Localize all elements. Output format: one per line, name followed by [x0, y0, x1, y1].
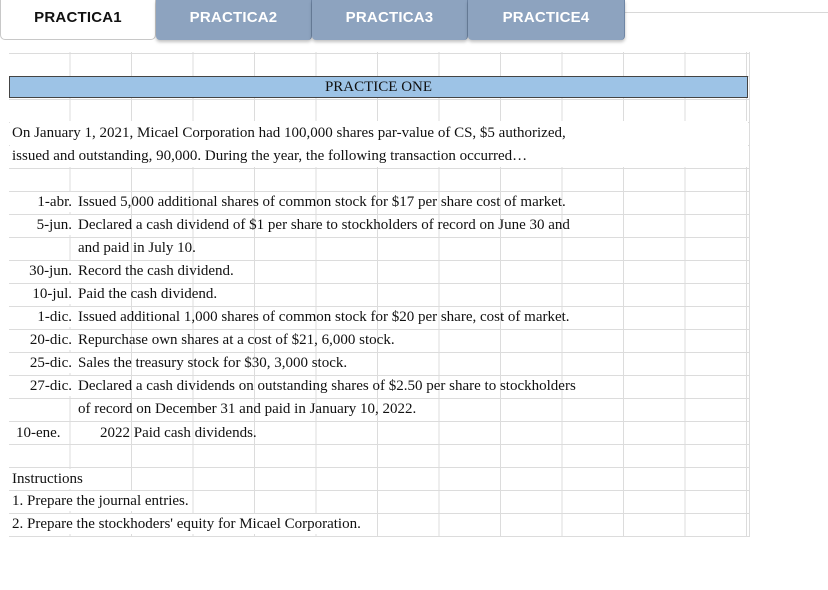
instruction-item: 2. Prepare the stockhoders' equity for Micael Corporation.	[12, 514, 364, 534]
transaction-date: 20-dic.	[8, 330, 72, 350]
transaction-date: 1-dic.	[8, 307, 72, 327]
transaction-description: Issued additional 1,000 shares of common stock for $20 per share, cost of market.	[78, 309, 570, 325]
transaction-description-cont: of record on December 31 and paid in January 10, 2022.	[78, 401, 417, 417]
intro-line-1: On January 1, 2021, Micael Corporation had 100,000 shares par-value of CS, $5 authorized,	[12, 123, 569, 143]
transaction-description-cont: and paid in July 10.	[78, 240, 196, 256]
sheet-title-cell[interactable]: PRACTICE ONE	[9, 76, 748, 98]
intro-line-2: issued and outstanding, 90,000. During the year, the following transaction occurred…	[12, 146, 530, 166]
tab-practica2[interactable]: PRACTICA2	[156, 0, 312, 40]
transaction-description: Paid the cash dividend.	[78, 286, 218, 302]
sheet-tab-bar	[0, 0, 828, 42]
transaction-date: 5-jun.	[8, 215, 72, 235]
transaction-description: Sales the treasury stock for $30, 3,000 stock.	[78, 355, 348, 371]
instructions-heading: Instructions	[12, 469, 86, 489]
transaction-description: Repurchase own shares at a cost of $21, 6,000 stock.	[78, 332, 395, 348]
transaction-date: 1-abr.	[8, 192, 72, 212]
transaction-date: 25-dic.	[8, 353, 72, 373]
transaction-date: 27-dic.	[8, 376, 72, 396]
transaction-description: Declared a cash dividend of $1 per share to stockholders of record on June 30 and	[78, 217, 570, 233]
transaction-description: Declared a cash dividends on outstanding shares of $2.50 per share to stockholders	[78, 378, 576, 394]
transaction-date: 30-jun.	[8, 261, 72, 281]
instruction-item: 1. Prepare the journal entries.	[12, 491, 192, 511]
transaction-description: Issued 5,000 additional shares of common stock for $17 per share cost of market.	[78, 194, 566, 210]
tab-practica3[interactable]: PRACTICA3	[312, 0, 468, 40]
transaction-date: 10-jul.	[8, 284, 72, 304]
tab-practice4[interactable]: PRACTICE4	[468, 0, 625, 40]
tab-practica1[interactable]: PRACTICA1	[0, 0, 156, 40]
transaction-description: Record the cash dividend.	[78, 263, 234, 279]
transaction-description: 2022 Paid cash dividends.	[100, 425, 257, 441]
transaction-date: 10-ene.	[16, 423, 64, 443]
